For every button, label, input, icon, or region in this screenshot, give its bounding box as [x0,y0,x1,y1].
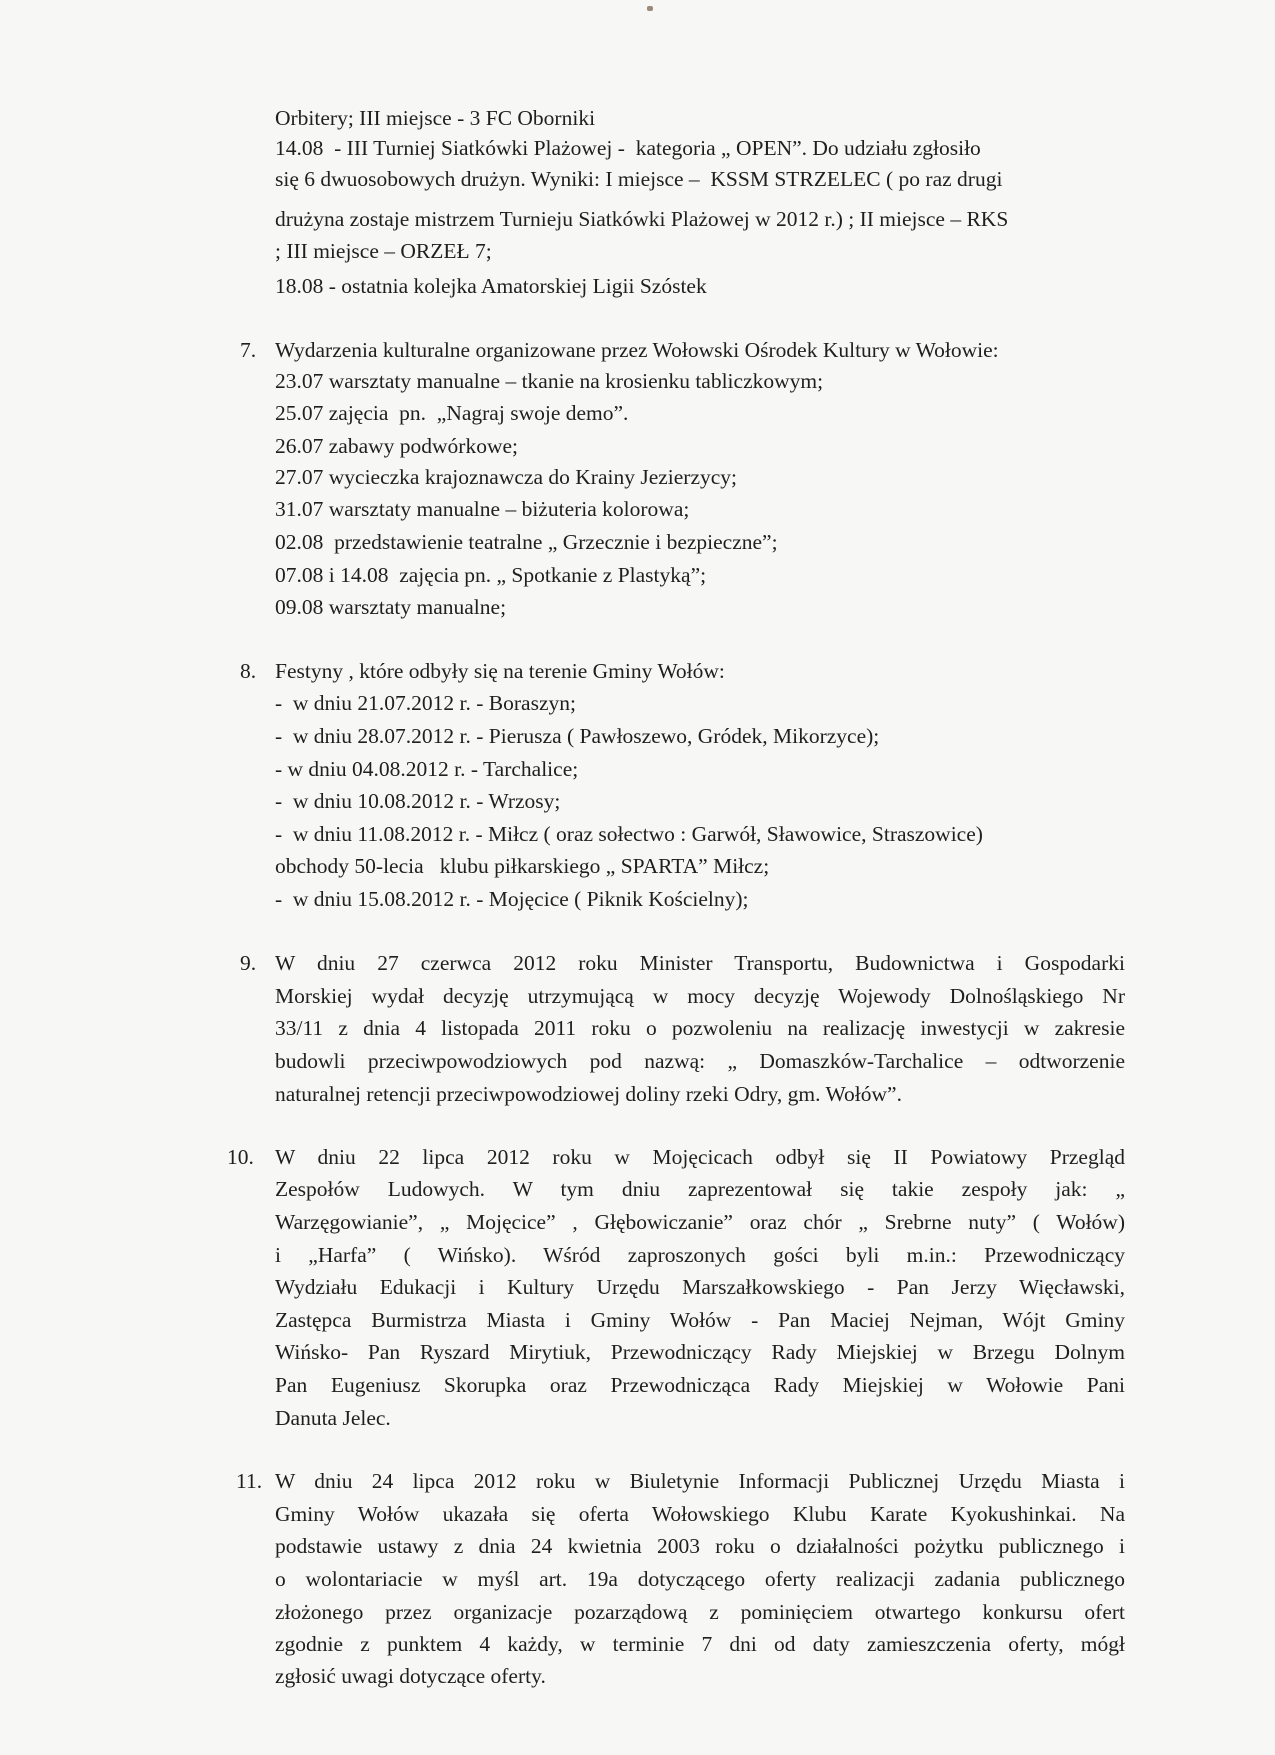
text-line: Wydarzenia kulturalne organizowane przez Wołowski Ośrodek Kultury w Wołowie: [275,338,999,362]
text-line: - w dniu 28.07.2012 r. - Pierusza ( Pawłoszewo, Gródek, Mikorzyce); [275,724,880,748]
text-line: budowli przeciwpowodziowych pod nazwą: „ Domaszków-Tarchalice – odtworzenie [275,1049,1125,1073]
text-line: naturalnej retencji przeciwpowodziowej doliny rzeki Odry, gm. Wołów”. [275,1082,902,1106]
section-number: 8. [240,659,257,683]
section-number: 7. [240,338,257,362]
text-line: podstawie ustawy z dnia 24 kwietnia 2003 roku o działalności pożytku publicznego i [275,1534,1125,1558]
text-line: Zespołów Ludowych. W tym dniu zaprezentował się takie zespoły jak: „ [275,1177,1125,1201]
text-line: 09.08 warsztaty manualne; [275,595,507,619]
text-line: 23.07 warsztaty manualne – tkanie na krosienku tabliczkowym; [275,369,824,393]
text-line: 31.07 warsztaty manualne – biżuteria kolorowa; [275,497,690,521]
text-line: Wińsko- Pan Ryszard Mirytiuk, Przewodniczący Rady Miejskiej w Brzegu Dolnym [275,1340,1125,1364]
text-line: W dniu 24 lipca 2012 roku w Biuletynie Informacji Publicznej Urzędu Miasta i [275,1469,1125,1493]
text-line: - w dniu 21.07.2012 r. - Boraszyn; [275,691,576,715]
text-line: Warzęgowianie”, „ Mojęcice” , Głębowiczanie” oraz chór „ Srebrne nuty” ( Wołów) [275,1210,1125,1234]
section-number: 11. [236,1469,263,1493]
text-line: zgodnie z punktem 4 każdy, w terminie 7 dni od daty zamieszczenia oferty, mógł [275,1632,1125,1656]
text-line: obchody 50-lecia klubu piłkarskiego „ SPARTA” Miłcz; [275,854,770,878]
text-line: 02.08 przedstawienie teatralne „ Grzecznie i bezpieczne”; [275,530,778,554]
text-line: Wydziału Edukacji i Kultury Urzędu Marszałkowskiego - Pan Jerzy Więcławski, [275,1275,1125,1299]
text-line: i „Harfa” ( Wińsko). Wśród zaproszonych gości byli m.in.: Przewodniczący [275,1243,1125,1267]
text-line: 26.07 zabawy podwórkowe; [275,434,519,458]
text-line: 27.07 wycieczka krajoznawcza do Krainy Jezierzycy; [275,465,738,489]
text-line: - w dniu 10.08.2012 r. - Wrzosy; [275,789,561,813]
scan-mark [647,6,653,11]
text-line: W dniu 27 czerwca 2012 roku Minister Transportu, Budownictwa i Gospodarki [275,951,1125,975]
text-line: 25.07 zajęcia pn. „Nagraj swoje demo”. [275,401,629,425]
text-line: - w dniu 15.08.2012 r. - Mojęcice ( Piknik Kościelny); [275,887,749,911]
text-line: 33/11 z dnia 4 listopada 2011 roku o pozwoleniu na realizację inwestycji w zakresie [275,1016,1125,1040]
text-line: ; III miejsce – ORZEŁ 7; [275,239,492,263]
text-line: 14.08 - III Turniej Siatkówki Plażowej - kategoria „ OPEN”. Do udziału zgłosiło [275,136,981,160]
text-line: się 6 dwuosobowych drużyn. Wyniki: I miejsce – KSSM STRZELEC ( po raz drugi [275,167,1003,191]
text-line: - w dniu 11.08.2012 r. - Miłcz ( oraz sołectwo : Garwół, Sławowice, Straszowice) [275,822,983,846]
section-number: 10. [227,1145,254,1169]
text-line: Festyny , które odbyły się na terenie Gminy Wołów: [275,659,725,683]
text-line: Danuta Jelec. [275,1406,391,1430]
text-line: Gminy Wołów ukazała się oferta Wołowskiego Klubu Karate Kyokushinkai. Na [275,1502,1125,1526]
text-line: - w dniu 04.08.2012 r. - Tarchalice; [275,757,579,781]
text-line: 07.08 i 14.08 zajęcia pn. „ Spotkanie z Plastyką”; [275,563,707,587]
text-line: Orbitery; III miejsce - 3 FC Oborniki [275,106,596,130]
text-line: zgłosić uwagi dotyczące oferty. [275,1664,546,1688]
text-line: Pan Eugeniusz Skorupka oraz Przewodnicząca Rady Miejskiej w Wołowie Pani [275,1373,1125,1397]
section-number: 9. [240,951,257,975]
text-line: drużyna zostaje mistrzem Turnieju Siatkówki Plażowej w 2012 r.) ; II miejsce – RKS [275,207,1009,231]
text-line: W dniu 22 lipca 2012 roku w Mojęcicach odbył się II Powiatowy Przegląd [275,1145,1125,1169]
text-line: złożonego przez organizacje pozarządową z pominięciem otwartego konkursu ofert [275,1600,1125,1624]
text-line: Morskiej wydał decyzję utrzymującą w mocy decyzję Wojewody Dolnośląskiego Nr [275,984,1125,1008]
text-line: o wolontariacie w myśl art. 19a dotyczącego oferty realizacji zadania publicznego [275,1567,1125,1591]
text-line: 18.08 - ostatnia kolejka Amatorskiej Ligii Szóstek [275,274,707,298]
text-line: Zastępca Burmistrza Miasta i Gminy Wołów - Pan Maciej Nejman, Wójt Gminy [275,1308,1125,1332]
